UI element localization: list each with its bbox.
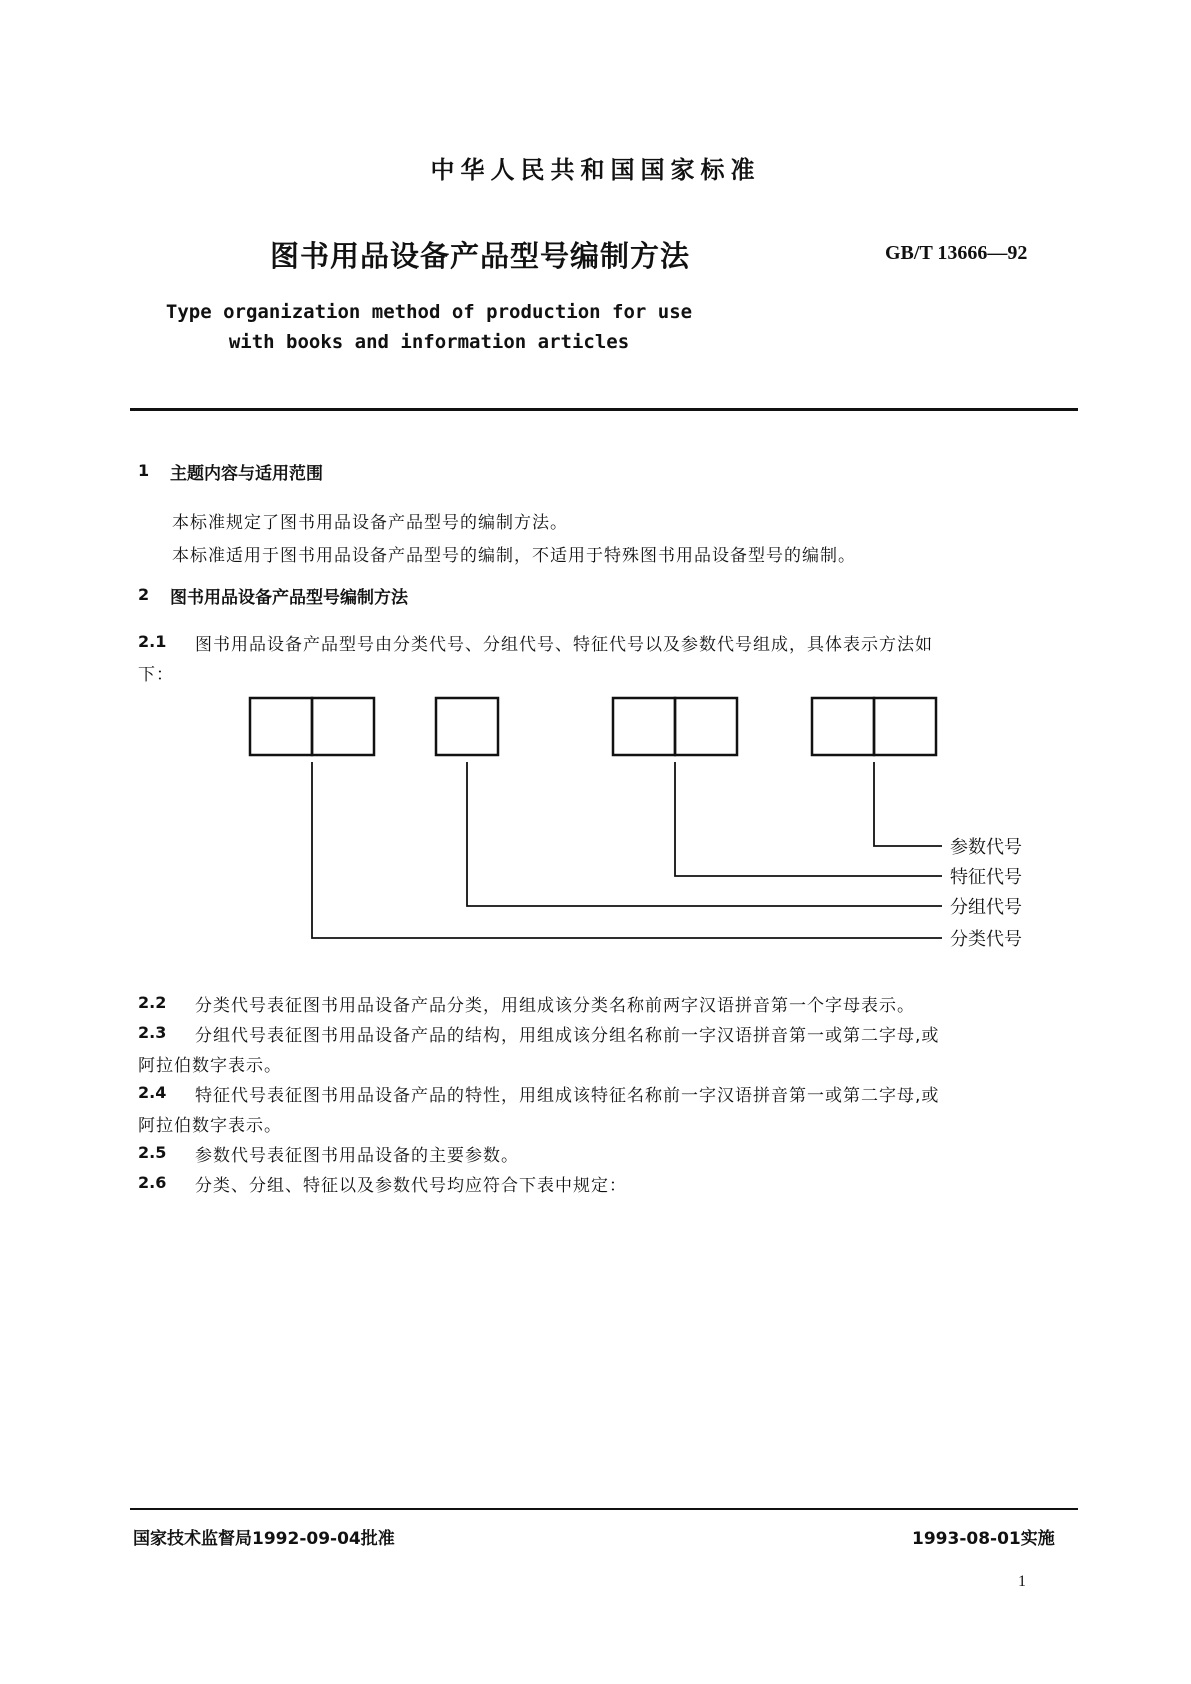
feature-code-label: 特征代号 [950,867,1022,888]
section-1-paragraph-2: 本标准适用于图书用品设备产品型号的编制，不适用于特殊图书用品设备型号的编制。 [172,546,856,566]
feature-connector-line [675,762,942,876]
section-2-title: 图书用品设备产品型号编制方法 [170,588,408,608]
clause-2-4-continuation: 阿拉伯数字表示。 [138,1116,282,1136]
section-2-number: 2 [138,585,150,604]
clause-2-1-text: 图书用品设备产品型号由分类代号、分组代号、特征代号以及参数代号组成，具体表示方法如 [195,635,933,655]
english-title-line-1: Type organization method of production for use [165,301,693,323]
category-connector-line [312,762,942,938]
effective-date: 1993-08-01实施 [912,1529,1055,1549]
param-connector-line [874,762,942,846]
category-code-box-1 [250,698,312,755]
category-code-label: 分类代号 [950,929,1022,950]
category-code-box-2 [312,698,374,755]
clause-2-6-number: 2.6 [138,1173,167,1192]
clause-2-2-number: 2.2 [138,993,167,1012]
group-code-label: 分组代号 [950,897,1022,918]
national-standard-heading: 中华人民共和国国家标准 [430,156,761,184]
clause-2-1-continuation: 下： [138,665,174,685]
clause-2-3-text: 分组代号表征图书用品设备产品的结构，用组成该分组名称前一字汉语拼音第一或第二字母,或 [195,1026,940,1046]
section-1-title: 主题内容与适用范围 [170,464,323,484]
clause-2-1-number: 2.1 [138,632,167,651]
clause-2-5-text: 参数代号表征图书用品设备的主要参数。 [195,1146,519,1166]
footer-divider [130,1508,1078,1510]
clause-2-4-text: 特征代号表征图书用品设备产品的特性，用组成该特征名称前一字汉语拼音第一或第二字母,或 [195,1086,940,1106]
param-code-box-2 [874,698,936,755]
clause-2-5-number: 2.5 [138,1143,167,1162]
english-title-line-2: with books and information articles [228,331,630,353]
standard-number: GB/T 13666—92 [885,242,1028,264]
clause-2-3-continuation: 阿拉伯数字表示。 [138,1056,282,1076]
clause-2-6-text: 分类、分组、特征以及参数代号均应符合下表中规定： [195,1176,627,1196]
group-connector-line [467,762,942,906]
param-code-box-1 [812,698,874,755]
clause-2-2-text: 分类代号表征图书用品设备产品分类，用组成该分类名称前两字汉语拼音第一个字母表示。 [195,996,915,1016]
page-number: 1 [1018,1573,1026,1590]
section-1-number: 1 [138,461,150,480]
section-1-paragraph-1: 本标准规定了图书用品设备产品型号的编制方法。 [172,513,568,533]
clause-2-4-number: 2.4 [138,1083,167,1102]
param-code-label: 参数代号 [950,837,1022,858]
clause-2-3-number: 2.3 [138,1023,167,1042]
document-title: 图书用品设备产品型号编制方法 [270,239,691,273]
approval-date: 国家技术监督局1992-09-04批准 [133,1529,395,1549]
feature-code-box-2 [675,698,737,755]
feature-code-box-1 [613,698,675,755]
group-code-box [436,698,498,755]
